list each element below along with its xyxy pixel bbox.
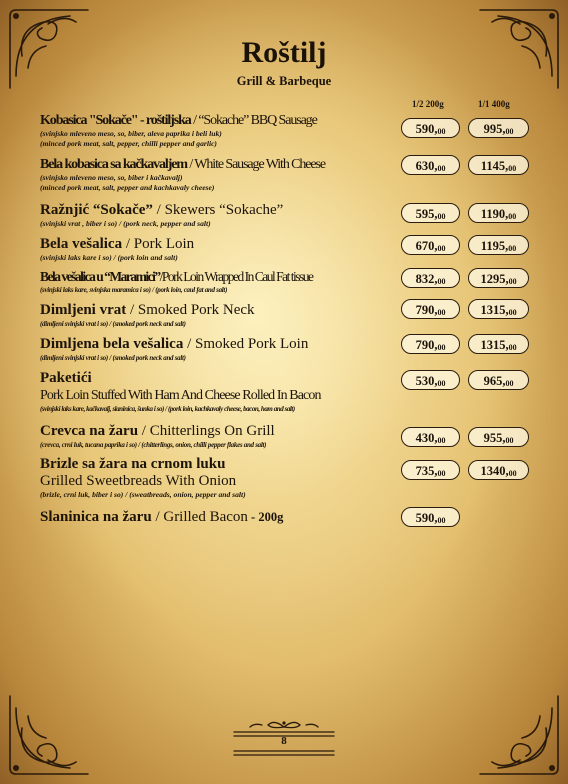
item-description: (svinjski vrat , biber i so) / (pork neck, pepper and salt): [40, 219, 211, 228]
item-name-local: Paketići: [40, 370, 92, 386]
item-description: (svinjsko mleveno meso, so, biber, aleva paprika i beli luk): [40, 129, 222, 138]
item-name-en: /Pork Loin Wrapped In Caul Fat tissue: [159, 269, 313, 284]
item-name: [40, 156, 390, 173]
item-description: (svinjski laks kare, kačkavalj, slaninica, šunka i so) / (pork loin, kachkavaly cheese, bacon, ham and salt): [40, 405, 295, 413]
item-portion: - 200g: [247, 510, 284, 524]
menu-item: [40, 370, 390, 414]
price-half: $670,_{00}$: [401, 235, 460, 255]
price-full: $1315,_{00}$: [468, 334, 529, 354]
price-full: $1295,_{00}$: [468, 268, 529, 288]
price-full: $1195,_{00}$: [468, 235, 529, 255]
price-half: $790,_{00}$: [401, 299, 460, 319]
menu-item: [40, 456, 390, 500]
item-name: [40, 202, 390, 219]
item-name: [40, 370, 390, 387]
menu-item: [40, 268, 390, 295]
price-half: $595,_{00}$: [401, 203, 460, 223]
item-name-en: / Smoked Pork Neck: [126, 302, 255, 318]
price-half: $790,_{00}$: [401, 334, 460, 354]
menu-item: [40, 112, 390, 149]
item-name: [40, 456, 390, 473]
item-name-en: Grilled Sweetbreads With Onion: [40, 473, 237, 489]
item-name-en: / White Sausage With Cheese: [186, 157, 325, 172]
item-description: (minced pork meat, salt, pepper and kachkavaly cheese): [40, 183, 215, 192]
price-half: $630,_{00}$: [401, 155, 460, 175]
price-full: $1340,_{00}$: [468, 460, 529, 480]
item-name-en: / Chitterlings On Grill: [138, 423, 275, 439]
column-header-full: 1/1 400g: [478, 99, 510, 109]
item-name-local: Bela kobasica sa kačkavaljem: [40, 157, 187, 172]
price-half: $832,_{00}$: [401, 268, 460, 288]
menu-item: [40, 202, 390, 229]
item-name-en: / “Sokache” BBQ Sausage: [190, 113, 317, 128]
item-name-local: Bela vešalica u “Maramici”: [40, 269, 160, 284]
price-half: $590,_{00}$: [401, 507, 460, 527]
item-name: [40, 423, 390, 440]
item-name-local: Brizle sa žara na crnom luku: [40, 456, 226, 472]
item-name: [40, 112, 390, 129]
item-name-local: Bela vešalica: [40, 236, 123, 252]
item-description: (crevca, crni luk, tucana paprika i so) / (chitterlings, onion, chilli pepper flakes and salt): [40, 441, 267, 449]
item-description: (svinjski laks kare, svinjska maramica i so) / (pork loin, caul fat and salt): [40, 286, 228, 294]
item-description: (brizle, crni luk, biber i so) / (sweatbreads, onion, pepper and salt): [40, 490, 246, 499]
item-name-en: / Pork Loin: [122, 236, 195, 252]
item-name: [40, 236, 390, 253]
item-name: [40, 509, 390, 526]
item-description: (svinjski laks kare i so) / (pork loin and salt): [40, 253, 178, 262]
menu-item: [40, 336, 390, 363]
price-half: $530,_{00}$: [401, 370, 460, 390]
item-name-en: / Smoked Pork Loin: [183, 336, 309, 352]
item-name: [40, 302, 390, 319]
price-full: $955,_{00}$: [468, 427, 529, 447]
item-name-local: Slaninica na žaru: [40, 509, 152, 525]
item-name-en: Pork Loin Stuffed With Ham And Cheese Rolled In Bacon: [40, 388, 321, 403]
price-full: $1145,_{00}$: [468, 155, 529, 175]
price-half: $735,_{00}$: [401, 460, 460, 480]
menu-item: [40, 509, 390, 526]
price-full: $1315,_{00}$: [468, 299, 529, 319]
item-description: (svinjsko mleveno meso, so, biber i kačkavalj): [40, 173, 183, 182]
item-name-local: Dimljeni vrat: [40, 302, 127, 318]
item-name-local: Crevca na žaru: [40, 423, 139, 439]
item-name: [40, 336, 390, 353]
page-number: 8: [281, 735, 287, 747]
menu-item: [40, 156, 390, 193]
menu-subtitle: Grill & Barbeque: [236, 74, 332, 88]
item-name: [40, 268, 390, 285]
menu-item: [40, 423, 390, 450]
price-full: $995,_{00}$: [468, 118, 529, 138]
price-half: $430,_{00}$: [401, 427, 460, 447]
price-half: $590,_{00}$: [401, 118, 460, 138]
menu-item: [40, 302, 390, 329]
price-full: $1190,_{00}$: [468, 203, 529, 223]
item-name-en: / Grilled Bacon: [151, 509, 248, 525]
item-description: (dimljeni svinjski vrat i so) / (smoked pork neck and salt): [40, 320, 186, 328]
item-name-local: Kobasica "Sokače" - roštiljska: [40, 113, 191, 128]
menu-item: [40, 236, 390, 263]
item-name-local: Ražnjić “Sokače”: [40, 202, 153, 218]
item-description: (minced pork meat, salt, pepper, chilli pepper and garlic): [40, 139, 217, 148]
price-full: $965,_{00}$: [468, 370, 529, 390]
item-description: (dimljeni svinjski vrat i so) / (smoked pork neck and salt): [40, 354, 186, 362]
item-name-local: Dimljena bela vešalica: [40, 336, 184, 352]
column-header-half: 1/2 200g: [412, 99, 444, 109]
item-name-en: / Skewers “Sokache”: [152, 202, 284, 218]
menu-title: Roštilj: [241, 36, 327, 69]
